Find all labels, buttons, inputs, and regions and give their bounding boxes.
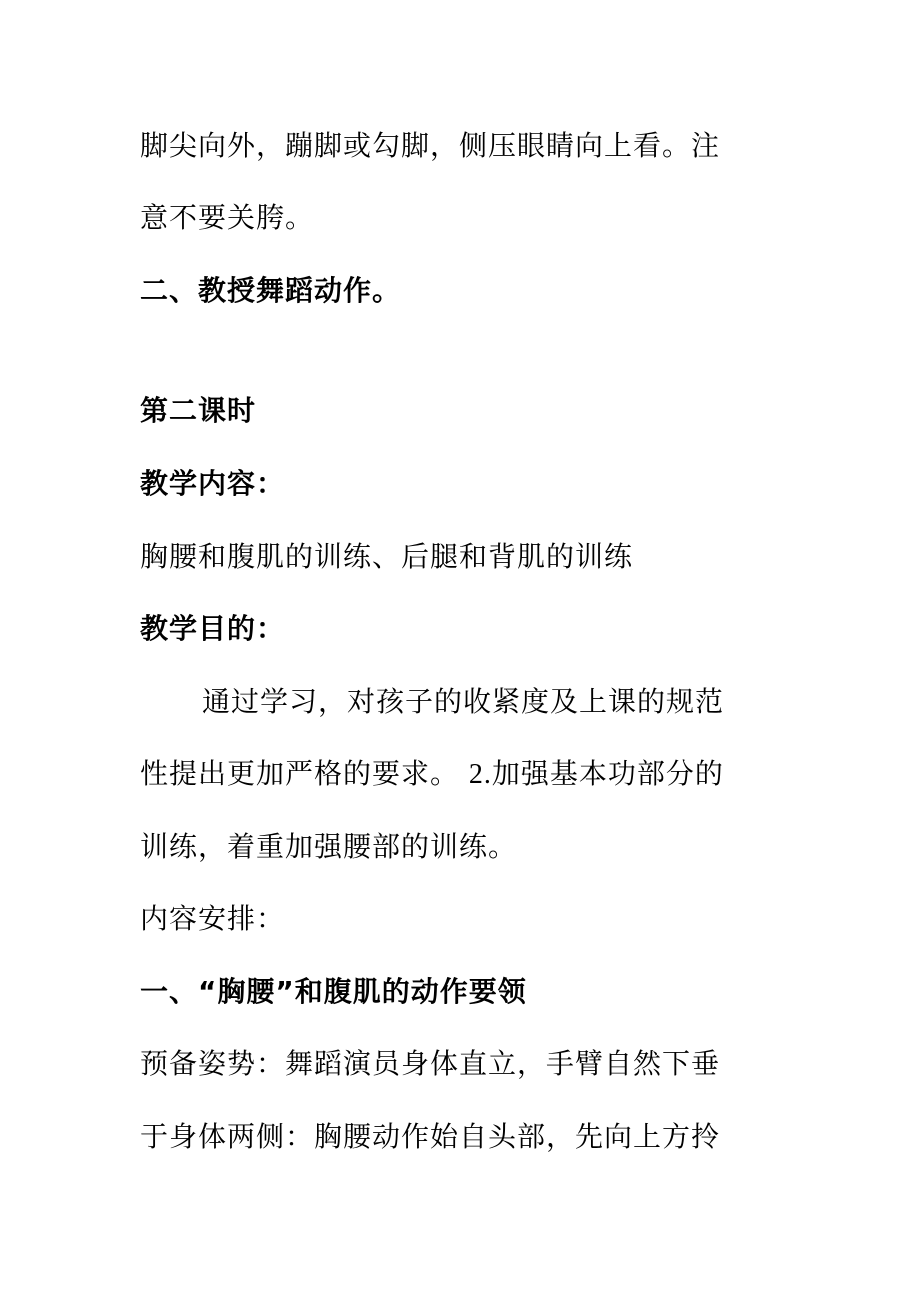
content-text: 胸腰和腹肌的训练、后腿和背肌的训练 <box>140 540 634 573</box>
paragraph-line: 训练，着重加强腰部的训练。 <box>140 830 518 863</box>
arrangement-label: 内容安排： <box>140 902 286 935</box>
paragraph-line: 预备姿势：舞蹈演员身体直立，手臂自然下垂 <box>140 1047 721 1080</box>
section-heading: 二、教授舞蹈动作。 <box>140 274 402 307</box>
paragraph-line: 意不要关胯。 <box>140 201 315 234</box>
section-heading: 一、“胸腰”和腹肌的动作要领 <box>140 975 527 1008</box>
paragraph-line: 通过学习，对孩子的收紧度及上课的规范 <box>202 685 725 718</box>
lesson-title: 第二课时 <box>140 394 257 427</box>
objective-label: 教学目的： <box>140 612 286 645</box>
list-number: 2. <box>468 759 492 790</box>
paragraph-line <box>140 756 780 793</box>
paragraph-line: 于身体两侧：胸腰动作始自头部，先向上方拎 <box>140 1120 721 1153</box>
content-label: 教学内容： <box>140 467 286 500</box>
paragraph-text: 性提出更加严格的要求。 <box>140 757 460 790</box>
paragraph-text: 加强基本功部分的 <box>491 757 724 790</box>
paragraph-line: 脚尖向外，蹦脚或勾脚，侧压眼睛向上看。注 <box>140 129 721 162</box>
